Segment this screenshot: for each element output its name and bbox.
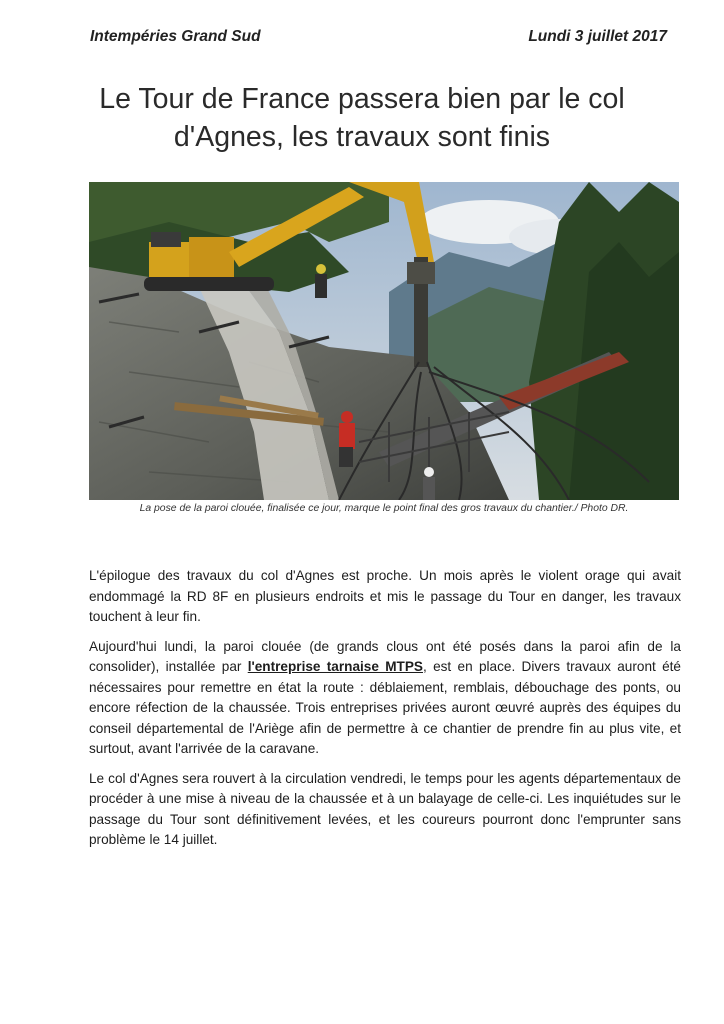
construction-site-photo (89, 182, 679, 500)
paragraph-1: L'épilogue des travaux du col d'Agnes est proche. Un mois après le violent orage qui avait endommagé la RD 8F en plusieurs endroits et mis le passage du Tour en danger, les travaux touchent à leur fin. (89, 568, 681, 624)
paragraph-2-rest: , est en place. Divers travaux auront été nécessaires pour remettre en état la route : déblaiement, remblais, débouchage des ponts, ou encore réfection de la chaussée. Trois entreprises privées auront œuvré auprès des équipes du conseil départemental de l'Ariège afin de permettre à ce chantier de prendre fin au plus vite, et surtout, avant l'arrivée de la caravane. (89, 659, 681, 756)
article-title: Le Tour de France passera bien par le col d'Agnes, les travaux sont finis (99, 83, 625, 153)
newspaper-header (90, 28, 667, 50)
mtps-company-link[interactable]: l'entreprise tarnaise MTPS (247, 659, 423, 674)
photo-caption: La pose de la paroi clouée, finalisée ce jour, marque le point final des gros travaux du chantier./ Photo DR. (139, 503, 629, 514)
paragraph-2 (89, 637, 681, 760)
paragraph-3: Le col d'Agnes sera rouvert à la circulation vendredi, le temps pour les agents départementaux de procéder à une mise à niveau de la chaussée et à un balayage de celle-ci. Les inquiétudes sur le passage du Tour sont définitivement levées, et les coureurs pourront donc l'emprunter sans problème le 14 juillet. (89, 770, 681, 847)
article-body (89, 566, 681, 860)
article-photo (89, 182, 679, 500)
publication-date: Lundi 3 juillet 2017 (528, 28, 667, 45)
paragraph-2-intro: Aujourd'hui lundi, la paroi clouée (de grands clous ont été posés dans la paroi afin de la consolider), installée par (89, 638, 681, 674)
section-source: Intempéries Grand Sud (90, 28, 261, 45)
